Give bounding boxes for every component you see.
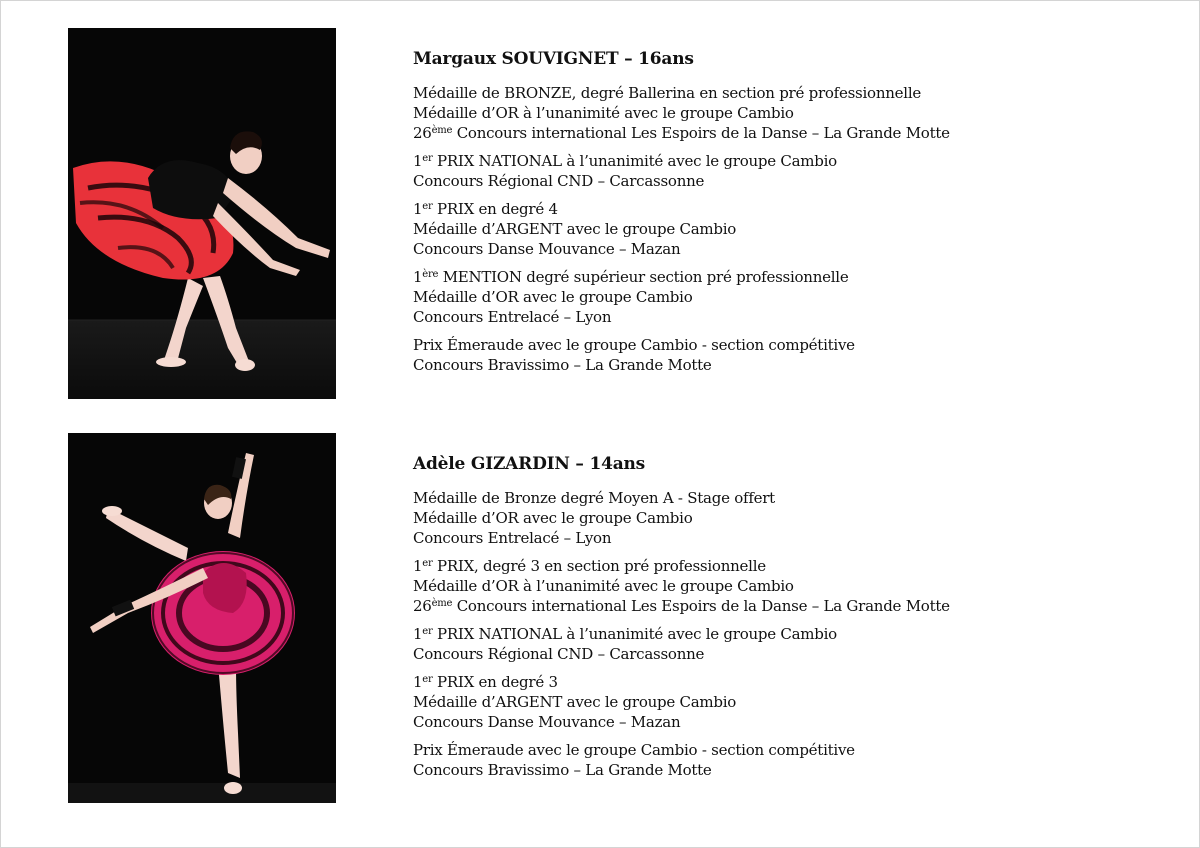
award-text: Concours Danse Mouvance – Mazan [413, 713, 681, 731]
award-block [413, 335, 1173, 375]
award-line [413, 219, 1173, 239]
award-line [413, 576, 1173, 596]
award-line [413, 171, 1173, 191]
award-block [413, 624, 1173, 664]
ordinal-number: 1 [413, 557, 423, 575]
dancer-photo-margaux [68, 28, 336, 399]
dancer-photo-adele [68, 433, 336, 803]
award-block [413, 740, 1173, 780]
ordinal-number: 1 [413, 152, 423, 170]
award-text: Concours Bravissimo – La Grande Motte [413, 761, 712, 779]
ordinal-suffix: er [422, 153, 433, 164]
award-line [413, 740, 1173, 760]
award-text: Concours Régional CND – Carcassonne [413, 172, 705, 190]
award-line [413, 287, 1173, 307]
award-line [413, 596, 1173, 616]
award-line [413, 508, 1173, 528]
award-text: Médaille d’OR à l’unanimité avec le groupe Cambio [413, 577, 794, 595]
award-line [413, 556, 1173, 576]
award-line [413, 712, 1173, 732]
ordinal-number: 1 [413, 625, 423, 643]
award-block [413, 672, 1173, 732]
award-line [413, 199, 1173, 219]
award-line [413, 760, 1173, 780]
ordinal-suffix: ème [431, 598, 453, 609]
award-line [413, 488, 1173, 508]
award-line [413, 307, 1173, 327]
ordinal-number: 1 [413, 268, 423, 286]
award-text: PRIX NATIONAL à l’unanimité avec le groupe Cambio [432, 152, 837, 170]
award-block [413, 488, 1173, 548]
award-block [413, 267, 1173, 327]
award-text: Médaille d’OR avec le groupe Cambio [413, 288, 693, 306]
ordinal-suffix: er [422, 558, 433, 569]
award-line [413, 528, 1173, 548]
award-text: Concours international Les Espoirs de la Danse – La Grande Motte [452, 124, 950, 142]
award-line [413, 644, 1173, 664]
award-list [413, 488, 1173, 780]
dancer-name: Margaux SOUVIGNET – 16ans [413, 49, 694, 69]
ordinal-number: 26 [413, 124, 432, 142]
award-block [413, 556, 1173, 616]
award-line [413, 267, 1173, 287]
award-line [413, 355, 1173, 375]
ordinal-suffix: ème [431, 125, 453, 136]
award-text: Médaille d’OR à l’unanimité avec le groupe Cambio [413, 104, 794, 122]
ordinal-number: 1 [413, 200, 423, 218]
award-text: Prix Émeraude avec le groupe Cambio - section compétitive [413, 741, 855, 759]
award-text: Médaille d’OR avec le groupe Cambio [413, 509, 693, 527]
award-text: Concours international Les Espoirs de la Danse – La Grande Motte [452, 597, 950, 615]
award-block [413, 151, 1173, 191]
award-text: PRIX en degré 3 [432, 673, 558, 691]
award-line [413, 151, 1173, 171]
ordinal-suffix: ère [422, 269, 439, 280]
award-text: Prix Émeraude avec le groupe Cambio - section compétitive [413, 336, 855, 354]
award-text: PRIX NATIONAL à l’unanimité avec le groupe Cambio [432, 625, 837, 643]
award-text: PRIX, degré 3 en section pré professionnelle [432, 557, 766, 575]
award-text: Médaille d’ARGENT avec le groupe Cambio [413, 693, 737, 711]
ordinal-suffix: er [422, 626, 433, 637]
award-text: Concours Danse Mouvance – Mazan [413, 240, 681, 258]
award-line [413, 123, 1173, 143]
award-block [413, 83, 1173, 143]
dancer-entry-adele [413, 452, 1173, 780]
ordinal-number: 26 [413, 597, 432, 615]
award-text: MENTION degré supérieur section pré professionnelle [438, 268, 849, 286]
award-line [413, 83, 1173, 103]
award-text: Médaille d’ARGENT avec le groupe Cambio [413, 220, 737, 238]
award-text: Médaille de BRONZE, degré Ballerina en section pré professionnelle [413, 84, 921, 102]
award-text: PRIX en degré 4 [432, 200, 558, 218]
award-text: Concours Régional CND – Carcassonne [413, 645, 705, 663]
award-line [413, 335, 1173, 355]
award-line [413, 692, 1173, 712]
dancer-name: Adèle GIZARDIN – 14ans [413, 454, 646, 474]
ordinal-suffix: er [422, 201, 433, 212]
ordinal-suffix: er [422, 674, 433, 685]
award-line [413, 103, 1173, 123]
ordinal-number: 1 [413, 673, 423, 691]
award-line [413, 672, 1173, 692]
award-text: Concours Entrelacé – Lyon [413, 529, 612, 547]
dancer-entry-margaux [413, 47, 1173, 375]
award-line [413, 239, 1173, 259]
award-text: Concours Bravissimo – La Grande Motte [413, 356, 712, 374]
award-line [413, 624, 1173, 644]
award-text: Médaille de Bronze degré Moyen A - Stage offert [413, 489, 775, 507]
award-list [413, 83, 1173, 375]
award-block [413, 199, 1173, 259]
award-text: Concours Entrelacé – Lyon [413, 308, 612, 326]
